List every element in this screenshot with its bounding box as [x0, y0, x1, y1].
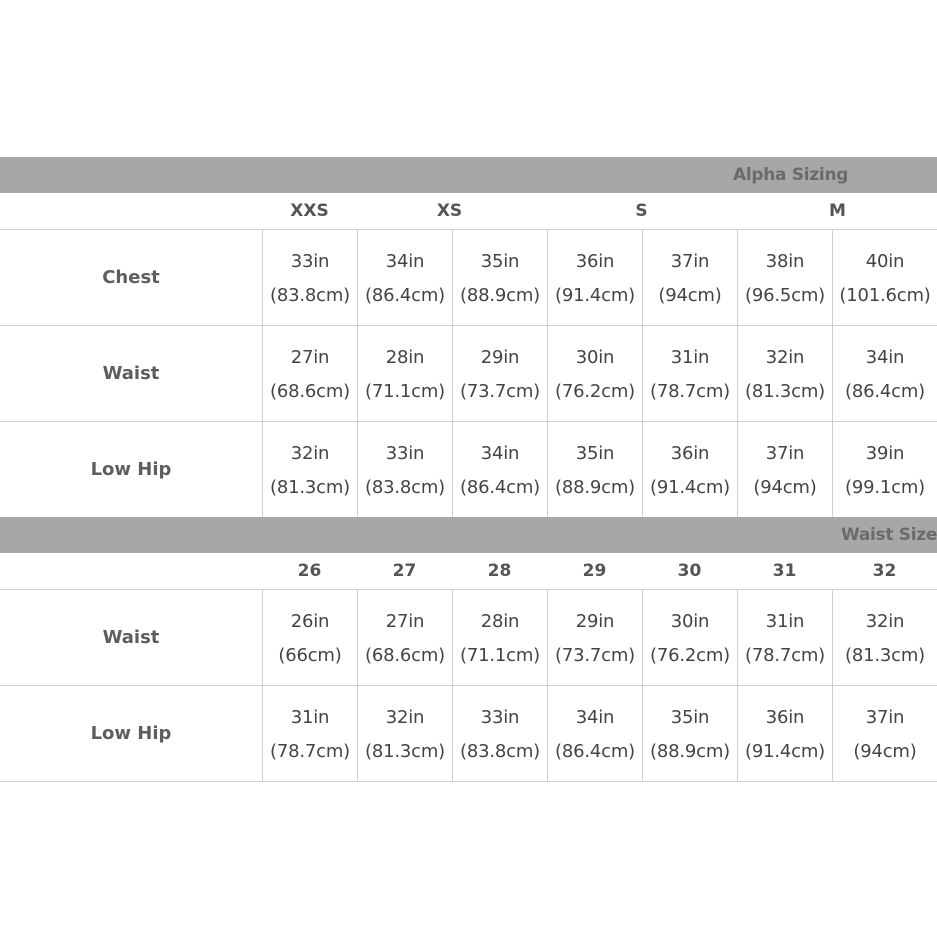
- size-header-31: 31: [772, 561, 797, 581]
- table-cell: [452, 326, 547, 421]
- cm-value: (81.3cm): [365, 741, 445, 762]
- inch-value: 36in: [765, 707, 805, 728]
- cm-value: (91.4cm): [745, 741, 825, 762]
- table-row-chest: [0, 230, 937, 326]
- cm-value: (91.4cm): [555, 285, 635, 306]
- waist-size-header-row: [0, 553, 937, 590]
- inch-value: 34in: [575, 707, 615, 728]
- cm-value: (88.9cm): [555, 477, 635, 498]
- table-cell: [832, 326, 937, 421]
- cm-value: (68.6cm): [365, 645, 445, 666]
- table-row-waist: [0, 590, 937, 686]
- size-header-xs: XS: [436, 201, 463, 221]
- size-header-27: 27: [392, 561, 417, 581]
- inch-value: 35in: [670, 707, 710, 728]
- table-cell: [737, 590, 832, 685]
- inch-value: 34in: [480, 443, 520, 464]
- waist-size-table: [0, 517, 937, 782]
- cm-value: (96.5cm): [745, 285, 825, 306]
- table-cell: [642, 590, 737, 685]
- size-header-30: 30: [677, 561, 702, 581]
- inch-value: 37in: [670, 251, 710, 272]
- cm-value: (83.8cm): [270, 285, 350, 306]
- inch-value: 32in: [765, 347, 805, 368]
- cm-value: (68.6cm): [270, 381, 350, 402]
- inch-value: 34in: [865, 347, 905, 368]
- inch-value: 39in: [865, 443, 905, 464]
- inch-value: 38in: [765, 251, 805, 272]
- inch-value: 33in: [480, 707, 520, 728]
- table-cell: [737, 686, 832, 781]
- alpha-size-header-row: [0, 193, 937, 230]
- row-label-low-hip: Low Hip: [90, 459, 172, 480]
- inch-value: 32in: [865, 611, 905, 632]
- inch-value: 37in: [765, 443, 805, 464]
- table-row-waist: [0, 326, 937, 422]
- cm-value: (91.4cm): [650, 477, 730, 498]
- size-header-29: 29: [582, 561, 607, 581]
- inch-value: 26in: [290, 611, 330, 632]
- cm-value: (76.2cm): [555, 381, 635, 402]
- table-cell: [262, 230, 357, 325]
- size-header-32: 32: [872, 561, 897, 581]
- table-cell: [262, 326, 357, 421]
- cm-value: (86.4cm): [365, 285, 445, 306]
- row-label-waist: Waist: [102, 363, 160, 384]
- inch-value: 29in: [480, 347, 520, 368]
- size-header-26: 26: [297, 561, 322, 581]
- table-cell: [832, 590, 937, 685]
- row-label-chest: Chest: [102, 267, 160, 288]
- cm-value: (83.8cm): [460, 741, 540, 762]
- table-cell: [452, 590, 547, 685]
- inch-value: 29in: [575, 611, 615, 632]
- inch-value: 32in: [385, 707, 425, 728]
- inch-value: 36in: [670, 443, 710, 464]
- cm-value: (101.6cm): [839, 285, 931, 306]
- table-cell: [357, 230, 452, 325]
- table-cell: [737, 422, 832, 517]
- inch-value: 36in: [575, 251, 615, 272]
- cm-value: (81.3cm): [745, 381, 825, 402]
- inch-value: 28in: [480, 611, 520, 632]
- cm-value: (73.7cm): [555, 645, 635, 666]
- waist-size-band: [0, 517, 937, 553]
- table-row-low-hip: [0, 686, 937, 782]
- cm-value: (81.3cm): [270, 477, 350, 498]
- row-label-low-hip: Low Hip: [90, 723, 172, 744]
- cm-value: (81.3cm): [845, 645, 925, 666]
- cm-value: (94cm): [658, 285, 722, 306]
- table-cell: [452, 422, 547, 517]
- cm-value: (94cm): [853, 741, 917, 762]
- table-cell: [547, 326, 642, 421]
- alpha-sizing-table: [0, 157, 937, 518]
- table-cell: [262, 590, 357, 685]
- cm-value: (83.8cm): [365, 477, 445, 498]
- inch-value: 40in: [865, 251, 905, 272]
- table-cell: [357, 590, 452, 685]
- size-header-xxs: XXS: [290, 201, 329, 221]
- table-cell: [547, 422, 642, 517]
- table-cell: [547, 686, 642, 781]
- cm-value: (66cm): [278, 645, 342, 666]
- inch-value: 31in: [670, 347, 710, 368]
- cm-value: (88.9cm): [460, 285, 540, 306]
- cm-value: (78.7cm): [650, 381, 730, 402]
- cm-value: (86.4cm): [555, 741, 635, 762]
- table-cell: [737, 326, 832, 421]
- cm-value: (71.1cm): [460, 645, 540, 666]
- cm-value: (86.4cm): [845, 381, 925, 402]
- inch-value: 28in: [385, 347, 425, 368]
- table-cell: [262, 422, 357, 517]
- alpha-sizing-band: [0, 157, 937, 193]
- row-label-waist: Waist: [102, 627, 160, 648]
- cm-value: (99.1cm): [845, 477, 925, 498]
- table-cell: [832, 686, 937, 781]
- cm-value: (73.7cm): [460, 381, 540, 402]
- cm-value: (94cm): [753, 477, 817, 498]
- table-cell: [642, 230, 737, 325]
- inch-value: 31in: [290, 707, 330, 728]
- cm-value: (71.1cm): [365, 381, 445, 402]
- table-cell: [642, 326, 737, 421]
- inch-value: 31in: [765, 611, 805, 632]
- inch-value: 35in: [575, 443, 615, 464]
- inch-value: 32in: [290, 443, 330, 464]
- inch-value: 34in: [385, 251, 425, 272]
- cm-value: (78.7cm): [745, 645, 825, 666]
- inch-value: 27in: [290, 347, 330, 368]
- inch-value: 33in: [290, 251, 330, 272]
- alpha-sizing-title: Alpha Sizing: [733, 165, 849, 185]
- inch-value: 37in: [865, 707, 905, 728]
- table-cell: [737, 230, 832, 325]
- cm-value: (76.2cm): [650, 645, 730, 666]
- table-cell: [452, 230, 547, 325]
- table-row-low-hip: [0, 422, 937, 518]
- waist-size-title: Waist Size: [841, 525, 937, 545]
- table-cell: [357, 686, 452, 781]
- table-cell: [642, 422, 737, 517]
- cm-value: (86.4cm): [460, 477, 540, 498]
- table-cell: [547, 230, 642, 325]
- table-cell: [642, 686, 737, 781]
- table-cell: [357, 326, 452, 421]
- size-header-m: M: [829, 201, 846, 221]
- table-cell: [262, 686, 357, 781]
- table-cell: [832, 422, 937, 517]
- size-header-28: 28: [487, 561, 512, 581]
- inch-value: 30in: [575, 347, 615, 368]
- inch-value: 30in: [670, 611, 710, 632]
- cm-value: (78.7cm): [270, 741, 350, 762]
- inch-value: 33in: [385, 443, 425, 464]
- table-cell: [832, 230, 937, 325]
- table-cell: [452, 686, 547, 781]
- size-header-s: S: [635, 201, 648, 221]
- table-cell: [547, 590, 642, 685]
- inch-value: 35in: [480, 251, 520, 272]
- cm-value: (88.9cm): [650, 741, 730, 762]
- table-cell: [357, 422, 452, 517]
- inch-value: 27in: [385, 611, 425, 632]
